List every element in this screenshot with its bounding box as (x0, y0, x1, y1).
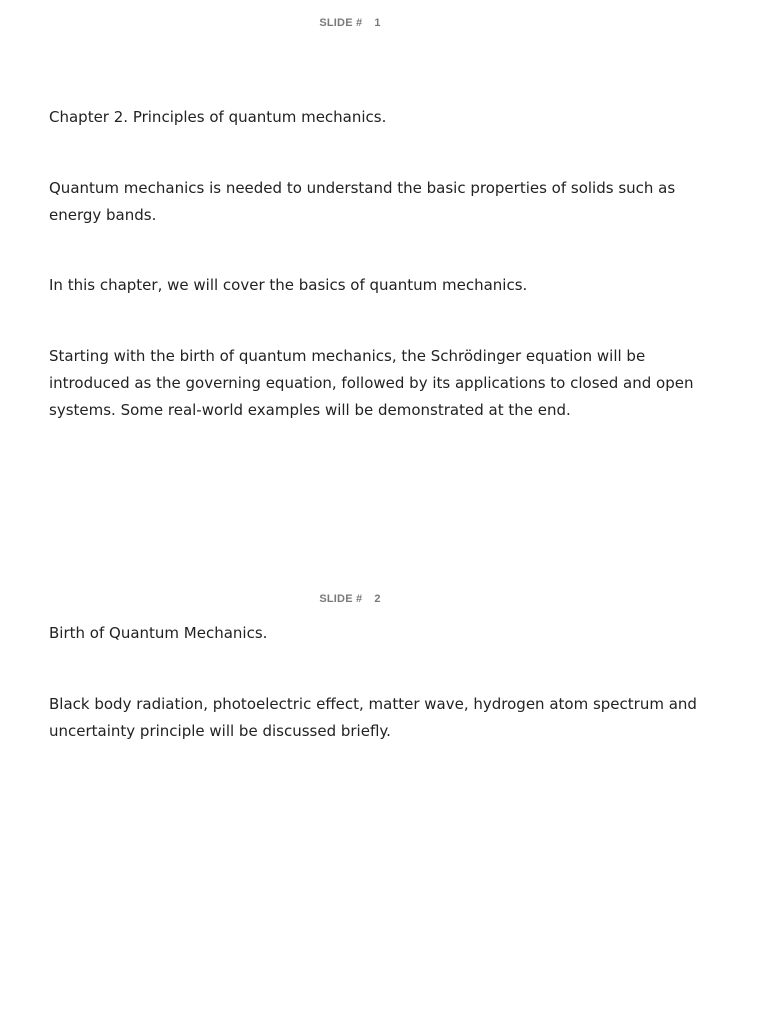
chapter-title: Chapter 2. Principles of quantum mechanics. (49, 108, 387, 126)
section-topics-paragraph: Black body radiation, photoelectric effect, matter wave, hydrogen atom spectrum and uncertainty principle will be discussed briefly. (49, 695, 697, 740)
slide-label-text: SLIDE # (319, 593, 363, 605)
slide-number-label (0, 593, 700, 605)
chapter-outline-paragraph: Starting with the birth of quantum mechanics, the Schrödinger equation will be introduced as the governing equation, followed by its applications to closed and open systems. Some real-world examples will be demonstrated at the end. (49, 347, 694, 419)
intro-paragraph: Quantum mechanics is needed to understand the basic properties of solids such as energy bands. (49, 179, 676, 224)
slide-label-text: SLIDE # (319, 17, 363, 29)
section-title: Birth of Quantum Mechanics. (49, 624, 268, 642)
slide-number-label (0, 17, 700, 29)
slide-number: 2 (374, 593, 381, 605)
chapter-scope-paragraph: In this chapter, we will cover the basics of quantum mechanics. (49, 276, 528, 294)
slide-number: 1 (374, 17, 381, 29)
